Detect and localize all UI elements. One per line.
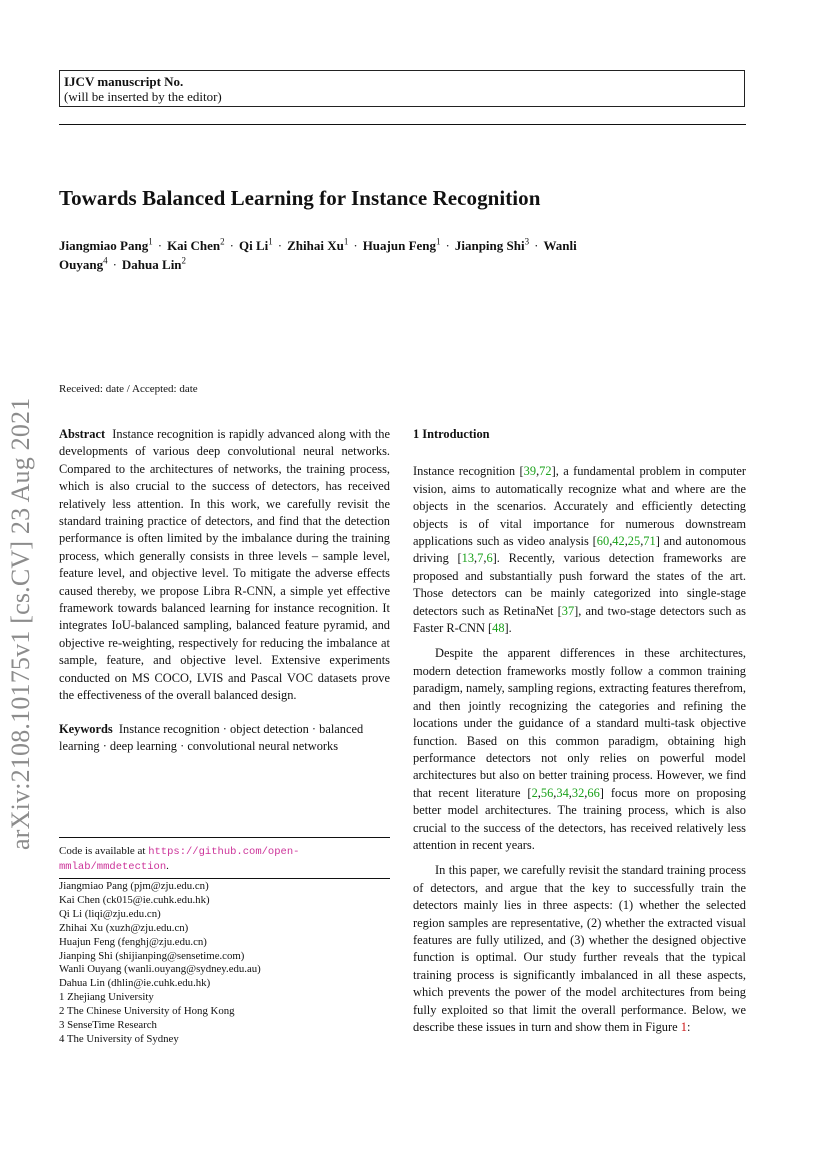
abstract-label: Abstract	[59, 427, 106, 441]
author-affiliation-mark: 1	[268, 236, 273, 247]
citation-link[interactable]: 32	[571, 785, 585, 800]
author-name: Huajun Feng	[362, 238, 437, 253]
author-name: Kai Chen	[167, 238, 221, 253]
editor-note-box	[59, 70, 745, 107]
keywords-label: Keywords	[59, 721, 113, 736]
author-name: Jianping Shi	[454, 238, 525, 253]
citation-link[interactable]: 72	[539, 464, 552, 479]
author-affiliation-mark: 2	[220, 236, 225, 247]
code-footnote	[59, 837, 390, 879]
author-affiliation-mark: 1	[148, 236, 153, 247]
intro-paragraph-1	[413, 463, 746, 637]
paragraph-text: ].	[504, 621, 512, 636]
paragraph-text: ,	[474, 551, 478, 566]
paragraph-text: ,	[624, 534, 628, 549]
code-note-end: .	[166, 860, 169, 872]
paper-title: Towards Balanced Learning for Instance Recognition	[59, 186, 541, 210]
author-list	[59, 236, 579, 274]
citation-link[interactable]: 71	[643, 534, 656, 549]
author-name: Wanli Ouyang	[59, 238, 577, 272]
section-heading-introduction: 1 Introduction	[413, 427, 490, 441]
citation-link[interactable]: 7	[477, 551, 484, 566]
left-column	[59, 426, 390, 755]
citation-link[interactable]: 39	[523, 464, 537, 479]
received-accepted-dates: Received: date / Accepted: date	[59, 383, 198, 395]
citation-link[interactable]: 34	[556, 785, 569, 800]
abstract-text: Instance recognition is rapidly advanced along with the developments of various deep convolutional neural networks. Compared to the architectures of networks, the training process, which is also crucial to the success of detectors, has received relatively less attention. In this work, we carefully revisit the standard training practice of detectors, and find that the detection performance is often limited by the imbalance during the training process, which generally consists in three levels – sample level, feature level, and objective level. To mitigate the adverse effects caused thereby, we propose Libra R-CNN, a simple yet effective framework towards balanced learning for instance recognition. It integrates IoU-balanced sampling, balanced feature pyramid, and objective re-weighting, respectively for reducing the imbalance at sample, feature, and objective level. Extensive experiments conducted on MS COCO, LVIS and Pascal VOC datasets prove the effectiveness of the overall balanced design.	[59, 427, 390, 703]
author-affiliation-mark: 1	[343, 236, 349, 247]
code-note-text: Code is available at	[59, 845, 146, 857]
editor-insert-note: (will be inserted by the editor)	[64, 89, 222, 104]
contact-line: 4 The University of Sydney	[59, 1032, 179, 1045]
citation-link[interactable]: 2	[531, 785, 538, 800]
author-separator: ·	[112, 257, 117, 272]
paragraph-text: Despite the apparent differences in these architectures, modern detection frameworks mostly follow a common training paradigm, namely, sampling regions, extracting features therefrom, and then jointly recognizing the categories and refining the locations under the guidance of a standard multi-task objective function. Based on this common paradigm, obtaining high performance detectors not only relies on powerful model architectures but also on better training process. However, we find that recent literature [	[413, 646, 746, 800]
contact-line: Jianping Shi (shijianping@sensetime.com)	[59, 949, 245, 962]
paragraph-text: ,	[553, 785, 557, 800]
citation-link[interactable]: 48	[492, 621, 505, 636]
right-column	[413, 426, 746, 1036]
author-name: Jiangmiao Pang	[59, 238, 149, 253]
contact-line: Kai Chen (ck015@ie.cuhk.edu.hk)	[59, 893, 210, 906]
author-name: Dahua Lin	[121, 257, 182, 272]
header-rule	[59, 124, 746, 125]
intro-paragraph-3	[413, 862, 746, 1036]
contact-line: Wanli Ouyang (wanli.ouyang@sydney.edu.au)	[59, 963, 261, 976]
author-name: Qi Li	[239, 238, 269, 253]
figure-reference-link[interactable]: 1	[680, 1020, 687, 1034]
citation-link[interactable]: 42	[612, 534, 625, 549]
author-separator: ·	[277, 238, 283, 253]
citation-link[interactable]: 13	[461, 551, 475, 566]
paragraph-text: ,	[568, 785, 572, 800]
author-separator: ·	[157, 238, 163, 253]
paragraph-text: :	[686, 1020, 691, 1034]
contact-line: Huajun Feng (fenghj@zju.edu.cn)	[59, 935, 207, 948]
intro-paragraph-2	[413, 645, 746, 854]
author-separator: ·	[445, 238, 450, 253]
author-affiliation-mark: 3	[524, 236, 530, 247]
paragraph-text: Instance recognition [	[413, 464, 524, 479]
paragraph-text: ,	[537, 785, 541, 800]
paragraph-text: ,	[584, 785, 588, 800]
citation-link[interactable]: 60	[596, 534, 610, 549]
paragraph-text: ], a fundamental problem in computer vision, aims to automatically recognize what and where are the objects in the scenarios. Accurately and efficiently detecting objects is of vital importance for numerous downstream applications such as video analysis [	[413, 464, 746, 549]
paragraph-text: ,	[483, 551, 487, 566]
paragraph-text: ,	[536, 464, 540, 479]
paragraph-text: ], and two-stage detectors such as Faster R-CNN [	[413, 603, 746, 636]
contact-line: 3 SenseTime Research	[59, 1019, 157, 1032]
contact-line: Zhihai Xu (xuzh@zju.edu.cn)	[59, 921, 189, 934]
paragraph-text: ,	[640, 534, 644, 549]
code-url-link[interactable]: https://github.com/open-mmlab/mmdetection	[59, 846, 300, 873]
author-separator: ·	[353, 238, 358, 253]
citation-link[interactable]: 37	[561, 603, 575, 618]
footnote-rule	[59, 878, 390, 879]
keywords-text: Instance recognition · object detection · balanced learning · deep learning · convolutional neural networks	[59, 721, 364, 753]
author-contacts	[59, 880, 390, 1047]
contact-line: 1 Zhejiang University	[59, 991, 154, 1004]
author-name: Zhihai Xu	[287, 238, 344, 253]
author-separator: ·	[534, 238, 539, 253]
citation-link[interactable]: 56	[540, 785, 554, 800]
paragraph-text: In this paper, we carefully revisit the standard training process of detectors, and argue that the key to successfully train the detectors mainly lies in three aspects: (1) whether the selected region samples are representative, (2) whether the extracted visual features are fully utilized, and (3) whether the designed objective function is optimal. Our study further reveals that the typical training process is significantly imbalanced in all these aspects, which prevents the power of the model architectures from being fully exploited so that limit the overall performance. Below, we describe these issues in turn and show them in Figure	[413, 863, 746, 1034]
abstract	[59, 426, 390, 705]
paragraph-text: ] and autonomous driving [	[413, 534, 746, 566]
paragraph-text: ] focus more on proposing better model architectures. The training process, which is also crucial to the success of the detectors, has received relatively less attention in recent years.	[413, 785, 746, 852]
paragraph-text: ,	[609, 534, 613, 549]
arxiv-identifier[interactable]: arXiv:2108.10175v1 [cs.CV] 23 Aug 2021	[6, 397, 35, 850]
keywords	[59, 721, 390, 756]
author-affiliation-mark: 1	[436, 236, 441, 247]
citation-link[interactable]: 66	[587, 785, 600, 800]
manuscript-number: IJCV manuscript No.	[64, 74, 184, 89]
citation-link[interactable]: 25	[627, 534, 641, 549]
contact-line: Qi Li (liqi@zju.edu.cn)	[59, 907, 161, 920]
author-affiliation-mark: 2	[181, 255, 187, 266]
contact-line: 2 The Chinese University of Hong Kong	[59, 1005, 235, 1018]
author-separator: ·	[229, 238, 234, 253]
contact-line: Jiangmiao Pang (pjm@zju.edu.cn)	[59, 880, 209, 892]
paragraph-text: ]. Recently, various detection frameworks are proposed and substantially push forward the states of the art. Those detectors can be mainly categorized into single-stage detectors such as RetinaNet [	[413, 551, 746, 618]
author-affiliation-mark: 4	[103, 255, 108, 266]
contact-line: Dahua Lin (dhlin@ie.cuhk.edu.hk)	[59, 977, 211, 990]
citation-link[interactable]: 6	[486, 551, 493, 566]
